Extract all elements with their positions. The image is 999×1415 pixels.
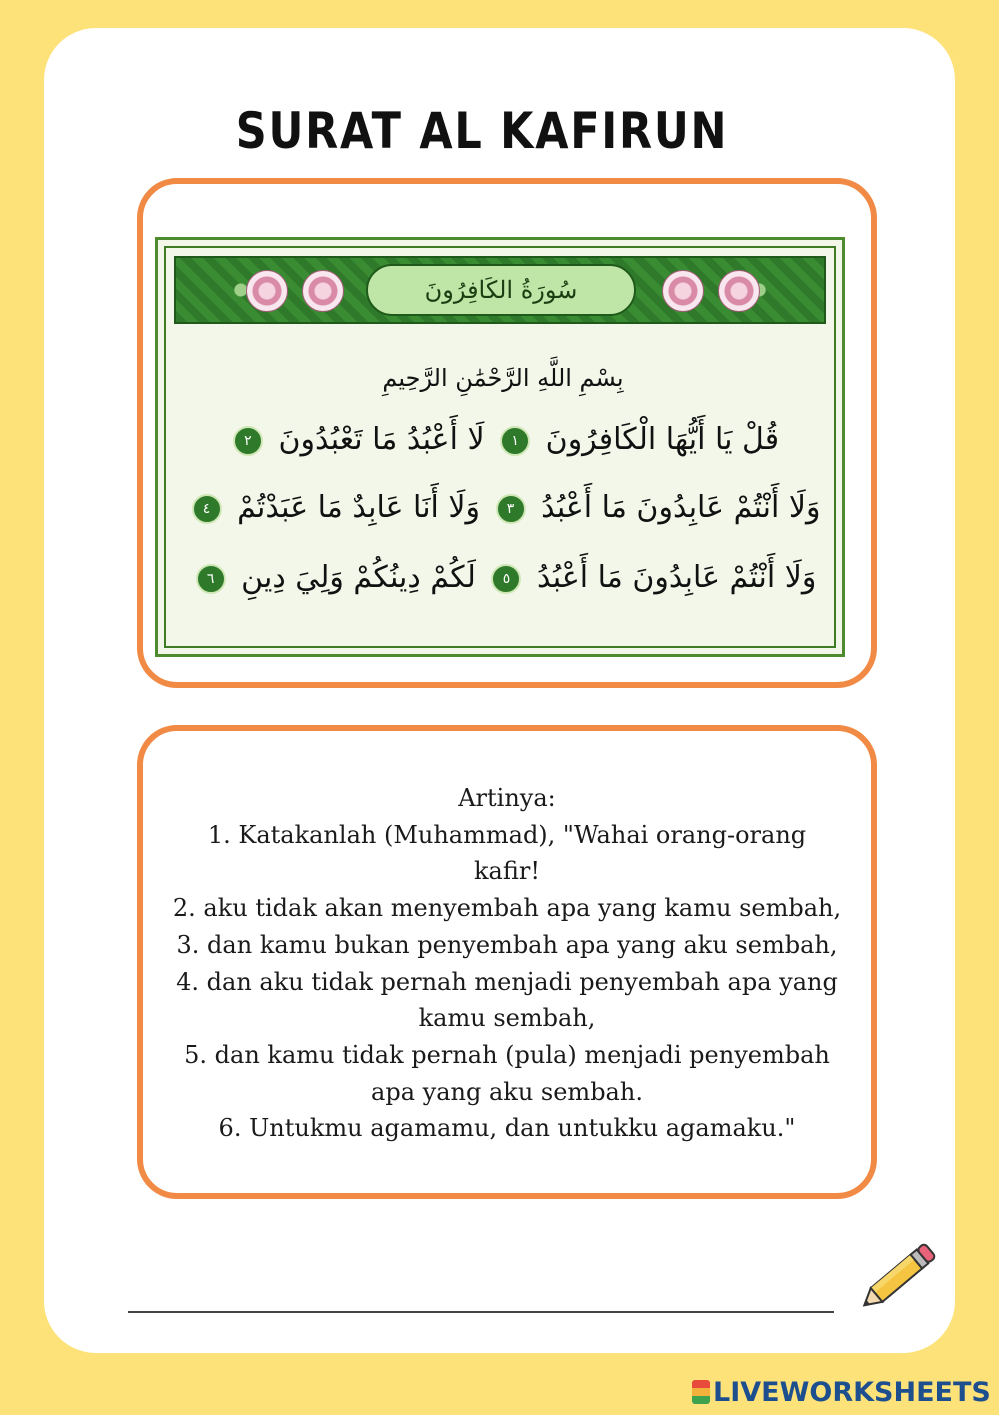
rosette-right-icon	[718, 270, 760, 312]
ayah-text: وَلَا أَنْتُمْ عَابِدُونَ مَا أَعْبُدُ	[541, 490, 821, 525]
meaning-heading: Artinya:	[458, 784, 556, 812]
meaning-line: 2. aku tidak akan menyembah apa yang kamu sembah,	[172, 894, 842, 923]
page-title: SURAT AL KAFIRUN	[235, 102, 729, 160]
ayah-text: لَا أَعْبُدُ مَا تَعْبُدُونَ	[278, 422, 485, 457]
ayah-row	[178, 490, 828, 525]
quran-panel	[155, 237, 845, 657]
meaning-line: apa yang aku sembah.	[371, 1077, 643, 1106]
ayah-text: لَكُمْ دِينُكُمْ وَلِيَ دِينِ	[241, 560, 476, 595]
meaning-line: 4. dan aku tidak pernah menjadi penyembah apa yang	[176, 967, 838, 996]
ayah-text: وَلَا أَنْتُمْ عَابِدُونَ مَا أَعْبُدُ	[537, 560, 817, 595]
meaning-line: 6. Untukmu agamamu, dan untukku agamaku."	[218, 1114, 796, 1143]
answer-input-line[interactable]	[128, 1311, 834, 1313]
surah-name: سُورَةُ الكَافِرُونَ	[366, 264, 636, 316]
meaning-line: kafir!	[474, 857, 540, 886]
ayah-number-icon: ٣	[496, 494, 526, 524]
brand-text: LIVEWORKSHEETS	[713, 1377, 991, 1408]
surah-banner	[174, 256, 826, 324]
brand-watermark	[692, 1377, 991, 1408]
meaning-text	[143, 780, 871, 1147]
meaning-line: 5. dan kamu tidak pernah (pula) menjadi penyembah	[184, 1040, 830, 1069]
ayah-row	[178, 422, 828, 457]
ayah-number-icon: ٦	[196, 564, 226, 594]
meaning-line: 1. Katakanlah (Muhammad), "Wahai orang-orang	[207, 820, 807, 849]
meaning-line: 3. dan kamu bukan penyembah apa yang aku sembah,	[176, 930, 838, 959]
ayah-text: وَلَا أَنَا عَابِدٌ مَا عَبَدْتُمْ	[237, 490, 481, 525]
liveworksheets-logo-icon	[692, 1380, 710, 1404]
pencil-icon	[848, 1232, 948, 1322]
meaning-line: kamu sembah,	[418, 1004, 596, 1033]
ayah-number-icon: ٢	[233, 426, 263, 456]
basmala: بِسْمِ اللَّهِ الرَّحْمَٰنِ الرَّحِيمِ	[382, 364, 624, 392]
ayah-row	[178, 560, 828, 595]
ayah-number-icon: ٥	[491, 564, 521, 594]
ayah-text: قُلْ يَا أَيُّهَا الْكَافِرُونَ	[545, 422, 780, 457]
rosette-right2-icon	[662, 270, 704, 312]
ayah-number-icon: ٤	[192, 494, 222, 524]
ayah-number-icon: ١	[500, 426, 530, 456]
rosette-left2-icon	[302, 270, 344, 312]
rosette-left-icon	[246, 270, 288, 312]
